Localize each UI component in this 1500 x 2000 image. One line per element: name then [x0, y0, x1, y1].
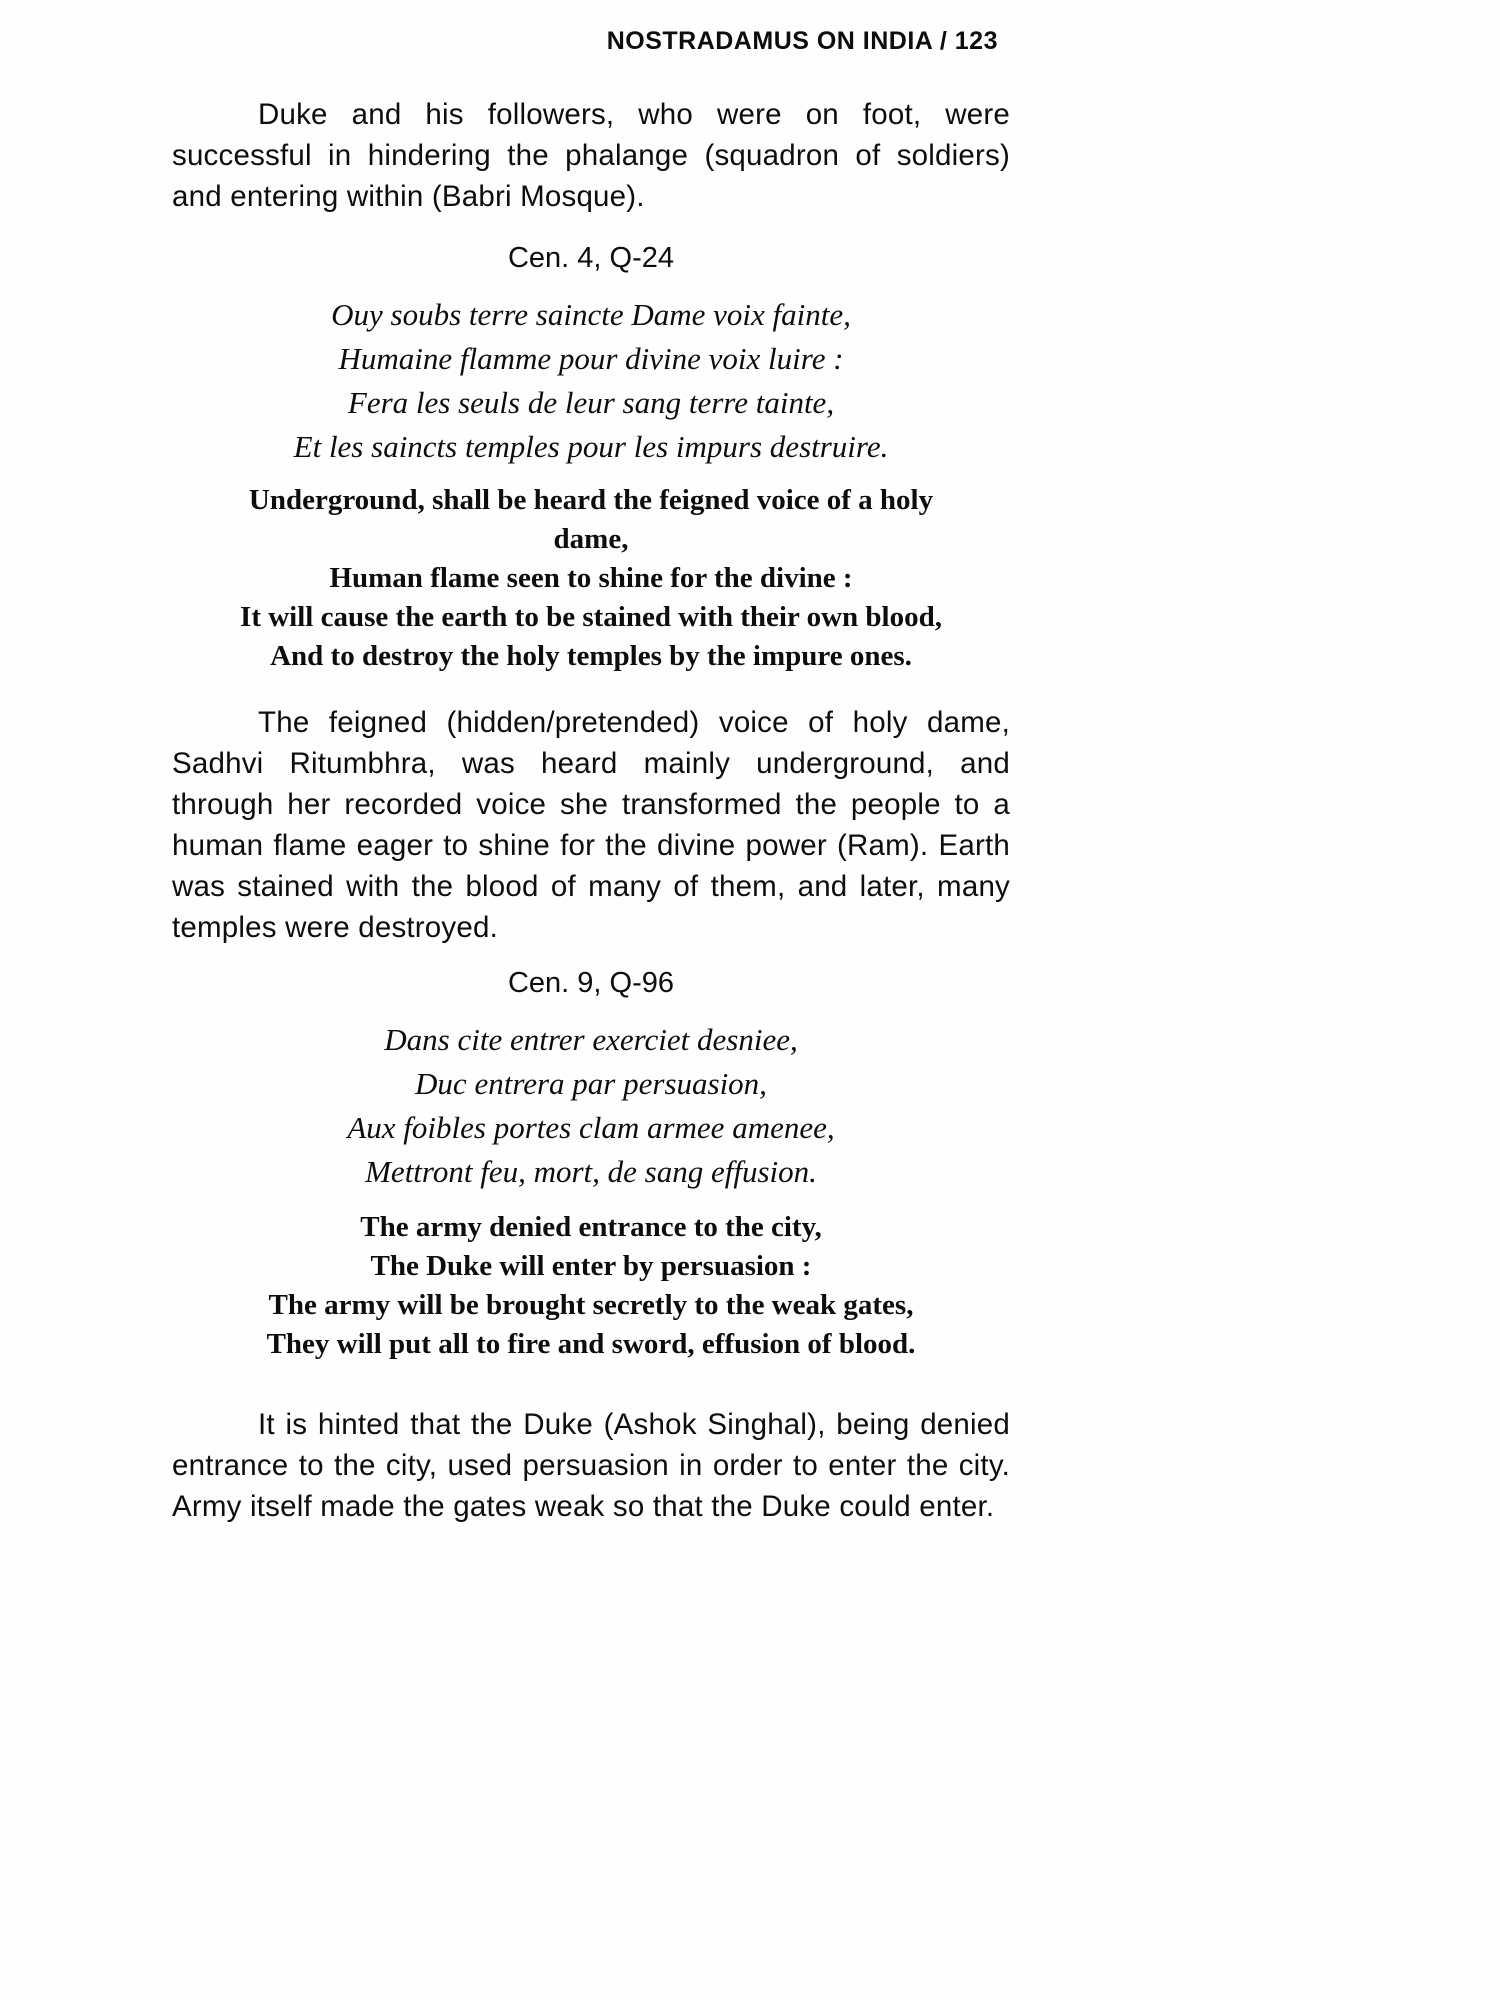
- translation-line: dame,: [553, 523, 629, 555]
- translation-line: And to destroy the holy temples by the impure ones.: [270, 640, 912, 672]
- translation-line: They will put all to fire and sword, effusion of blood.: [266, 1328, 916, 1360]
- verse-line: Mettront feu, mort, de sang effusion.: [365, 1154, 817, 1189]
- verse-line: Aux foibles portes clam armee amenee,: [347, 1110, 835, 1145]
- commentary-paragraph-cen9: It is hinted that the Duke (Ashok Singhal), being denied entrance to the city, used persuasion in order to enter the city. Army itself made the gates weak so that the Duke could enter.: [172, 1408, 1010, 1523]
- page-content: [172, 26, 1010, 1527]
- verse-line: Fera les seuls de leur sang terre tainte,: [347, 385, 835, 420]
- intro-paragraph: Duke and his followers, who were on foot, were successful in hindering the phalange (squadron of soldiers) and entering within (Babri Mosque).: [172, 98, 1010, 213]
- french-quatrain-cen4: [172, 293, 1010, 469]
- verse-line: Duc entrera par persuasion,: [415, 1066, 767, 1101]
- commentary-paragraph-cen4: The feigned (hidden/pretended) voice of holy dame, Sadhvi Ritumbhra, was heard mainly underground, and through her recorded voice she transformed the people to a human flame eager to shine for the divine power (Ram). Earth was stained with the blood of many of them, and later, many temples were destroyed.: [172, 706, 1010, 944]
- translation-line: The army will be brought secretly to the weak gates,: [268, 1289, 914, 1321]
- translation-line: Human flame seen to shine for the divine :: [329, 562, 853, 594]
- quatrain-heading-cen9-q96: Cen. 9, Q-96: [507, 967, 675, 999]
- french-quatrain-cen9: [172, 1018, 1010, 1194]
- translation-line: Underground, shall be heard the feigned voice of a holy: [248, 484, 934, 516]
- english-translation-cen4: [172, 481, 1010, 676]
- translation-line: The army denied entrance to the city,: [360, 1211, 822, 1243]
- verse-line: Humaine flamme pour divine voix luire :: [338, 341, 844, 376]
- translation-line: The Duke will enter by persuasion :: [370, 1250, 812, 1282]
- verse-line: Dans cite entrer exerciet desniee,: [384, 1022, 798, 1057]
- translation-line: It will cause the earth to be stained with their own blood,: [240, 601, 942, 633]
- verse-line: Ouy soubs terre saincte Dame voix fainte,: [331, 297, 851, 332]
- english-translation-cen9: [172, 1208, 1010, 1364]
- running-header: NOSTRADAMUS ON INDIA / 123: [606, 27, 998, 55]
- verse-line: Et les saincts temples pour les impurs destruire.: [293, 429, 889, 464]
- quatrain-heading-cen4-q24: Cen. 4, Q-24: [507, 242, 675, 274]
